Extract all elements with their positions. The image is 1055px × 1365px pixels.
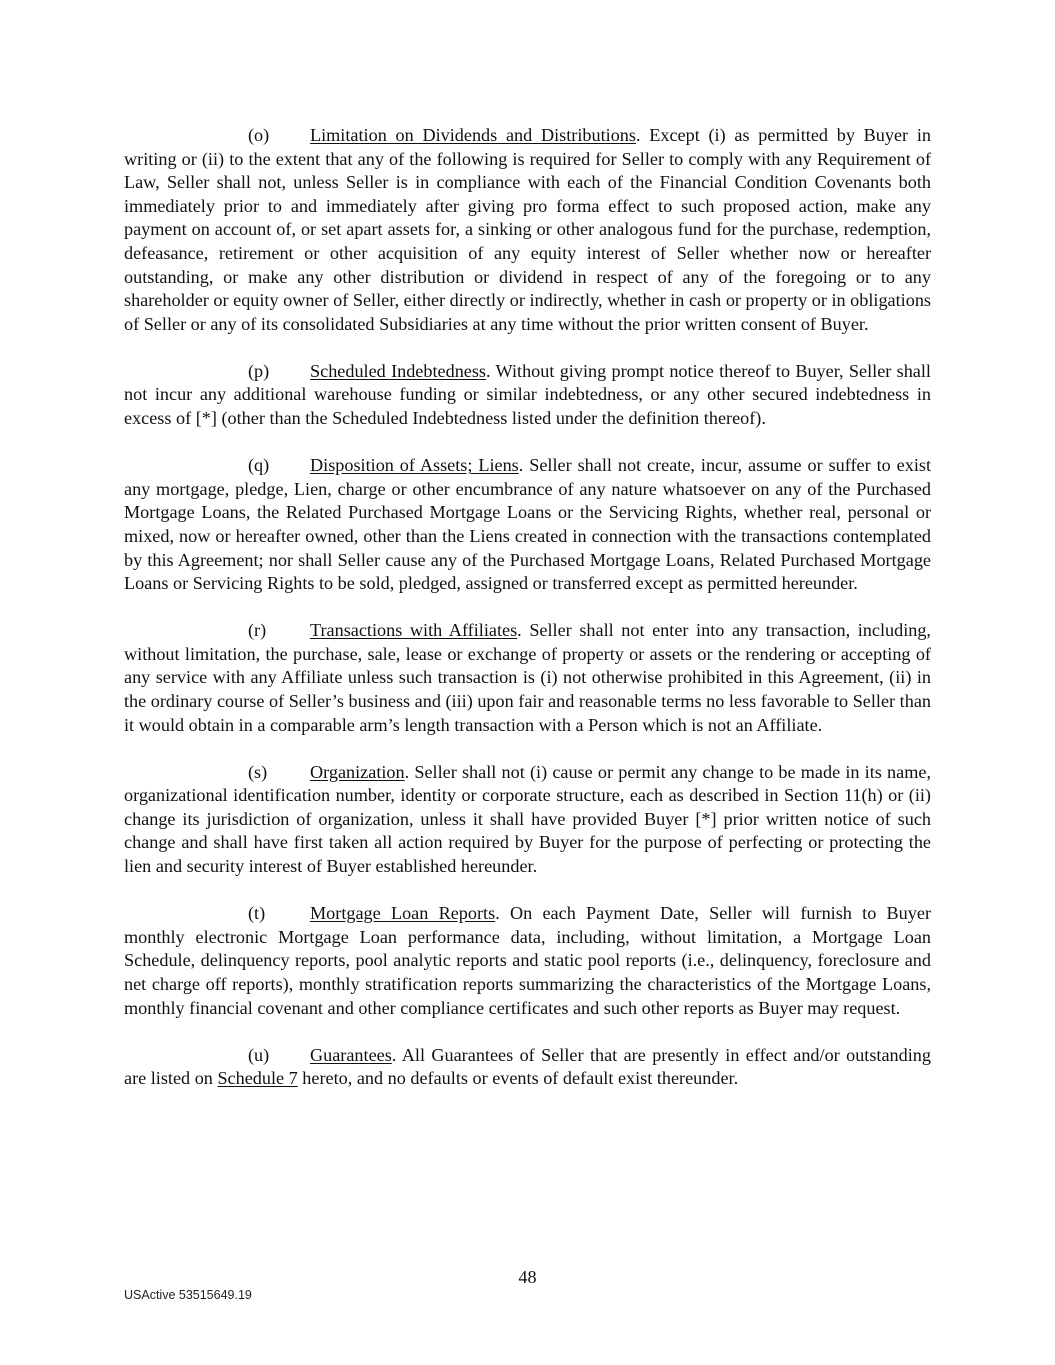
document-body bbox=[124, 124, 931, 1114]
clause-number: (p) bbox=[248, 360, 270, 381]
clause-text: hereto, and no defaults or events of default exist thereunder. bbox=[297, 1068, 739, 1089]
clause-heading: Disposition of Assets; Liens bbox=[310, 455, 519, 476]
clause-text: . Except (i) as permitted by Buyer in writing or (ii) to the extent that any of the following is required for Seller to comply with any Requirement of Law, Seller shall not, unless Seller is in compliance with each of the Financial Condition Covenants both immediately prior to and immediately after giving pro forma effect to such proposed action, make any payment on account of, or set apart assets for, a sinking or other analogous fund for the purchase, redemption, defeasance, retirement or other acquisition of any equity interest of Seller whether now or hereafter outstanding, or make any other distribution or dividend in respect of any of the foregoing or to any shareholder or equity owner of Seller, either directly or indirectly, whether in cash or property or in obligations of Seller or any of its consolidated Subsidiaries at any time without the prior written consent of Buyer. bbox=[124, 125, 932, 334]
clause-number: (t) bbox=[248, 903, 266, 924]
clause-text: . Without giving prompt notice thereof to Buyer, Seller shall not incur any additional warehouse funding or similar indebtedness, or any other secured indebtedness in excess of [*] (other than the Scheduled Indebtedness listed under the definition thereof). bbox=[124, 360, 931, 429]
clause-number: (q) bbox=[248, 455, 270, 476]
clause-heading: Organization bbox=[310, 761, 405, 782]
clause-number: (r) bbox=[248, 620, 267, 641]
clause-heading: Limitation on Dividends and Distributions bbox=[310, 125, 636, 145]
clause-heading: Guarantees bbox=[310, 1044, 392, 1065]
schedule-reference: Schedule 7 bbox=[217, 1068, 298, 1089]
clause-u bbox=[124, 1044, 931, 1091]
clause-heading: Mortgage Loan Reports bbox=[310, 903, 496, 924]
clause-text: . Seller shall not create, incur, assume or suffer to exist any mortgage, pledge, Lien, charge or other encumbrance of any nature whatsoever on any of the Purchased Mortgage Loans, the Related Purchased Mortgage Loans or the Servicing Rights, whether real, personal or mixed, now or hereafter owned, other than the Liens created in connection with the transactions contemplated by this Agreement; nor shall Seller cause any of the Purchased Mortgage Loans, Related Purchased Mortgage Loans or Servicing Rights to be sold, pledged, assigned or transferred except as permitted hereunder. bbox=[124, 455, 932, 594]
clause-r bbox=[124, 619, 931, 737]
clause-text: . Seller shall not (i) cause or permit any change to be made in its name, organizational identification number, identity or corporate structure, each as described in Section 11(h) or (ii) change its jurisdiction of organization, unless it shall have provided Buyer [*] prior written notice of such change and shall have first taken all action required by Buyer for the purpose of perfecting or protecting the lien and security interest of Buyer established hereunder. bbox=[124, 761, 931, 877]
clause-heading: Transactions with Affiliates bbox=[310, 620, 518, 641]
clause-number: (s) bbox=[248, 761, 268, 782]
clause-t bbox=[124, 902, 931, 1020]
clause-number: (o) bbox=[248, 125, 270, 145]
clause-p bbox=[124, 360, 931, 431]
document-id: USActive 53515649.19 bbox=[124, 1288, 252, 1302]
clause-text: . All Guarantees of Seller that are presently in effect and/or outstanding are listed on bbox=[124, 1044, 931, 1089]
clause-s bbox=[124, 761, 931, 879]
clause-text: . On each Payment Date, Seller will furnish to Buyer monthly electronic Mortgage Loan performance data, including, without limitation, a Mortgage Loan Schedule, delinquency reports, pool analytic reports and static pool reports (i.e., delinquency, foreclosure and net charge off reports), monthly stratification reports summarizing the characteristics of the Mortgage Loans, monthly financial covenant and other compliance certificates and such other reports as Buyer may request. bbox=[124, 903, 932, 1018]
clause-text: . Seller shall not enter into any transaction, including, without limitation, the purchase, sale, lease or exchange of property or assets or the rendering or accepting of any service with any Affiliate unless such transaction is (i) not otherwise prohibited in this Agreement, (ii) in the ordinary course of Seller’s business and (iii) upon fair and reasonable terms no less favorable to Seller than it would obtain in a comparable arm’s length transaction with a Person which is not an Affiliate. bbox=[124, 620, 931, 735]
clause-o bbox=[124, 124, 931, 336]
clause-heading: Scheduled Indebtedness bbox=[310, 360, 487, 381]
page-number: 48 bbox=[518, 1267, 537, 1287]
clause-number: (u) bbox=[248, 1044, 270, 1065]
clause-q bbox=[124, 454, 931, 596]
